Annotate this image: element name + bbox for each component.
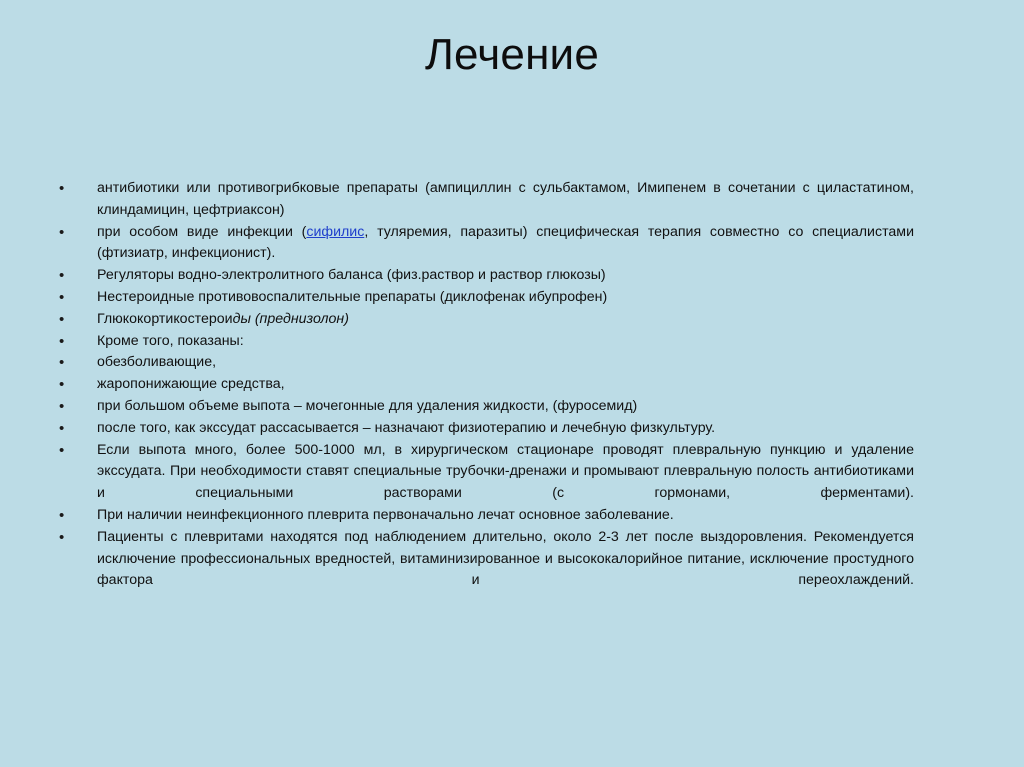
bullet-list	[52, 178, 914, 592]
list-item-text	[97, 222, 914, 266]
plain-text: , туляремия, паразиты) специфическая терапия совместно со специалистами (фтизиатр, инфекционист).	[97, 223, 914, 262]
list-item	[52, 265, 914, 287]
plain-text: Если выпота много, более 500-1000 мл, в хирургическом стационаре проводят плевральную пункцию и удаление экссудата. При необходимости ставят специальные трубочки-дренажи и промывают плевральную полость антибиотиками и специальными растворами (с гормонами, ферментами).	[97, 441, 914, 502]
list-item	[52, 331, 914, 353]
list-item-text	[97, 505, 914, 527]
plain-text: Нестероидные противовоспалительные препараты (диклофенак ибупрофен)	[97, 288, 608, 305]
list-item	[52, 396, 914, 418]
list-item	[52, 222, 914, 266]
bullet-icon: •	[59, 310, 65, 328]
plain-text: Кроме того, показаны:	[97, 332, 244, 349]
plain-text: после того, как экссудат рассасывается – назначают физиотерапию и лечебную физкультуру.	[97, 419, 716, 436]
bullet-icon: •	[59, 354, 65, 372]
hyperlink[interactable]: сифилис	[306, 223, 365, 240]
plain-text: Регуляторы водно-электролитного баланса (физ.раствор и раствор глюкозы)	[97, 267, 606, 284]
list-item-text	[97, 352, 914, 374]
list-item-text	[97, 178, 914, 222]
list-item	[52, 527, 914, 592]
page-title: Лечение	[424, 30, 600, 79]
list-item-text	[97, 331, 914, 353]
bullet-icon: •	[59, 223, 65, 241]
list-item-text	[97, 309, 914, 331]
list-item-text	[97, 527, 914, 592]
bullet-icon: •	[59, 376, 65, 394]
list-item	[52, 178, 914, 222]
list-item	[52, 418, 914, 440]
plain-text: антибиотики или противогрибковые препараты (ампициллин с сульбактамом, Имипенем в сочетании с циластатином, клиндамицин, цефтриаксон)	[97, 180, 914, 218]
list-item	[52, 309, 914, 331]
plain-text: жаропонижающие средства,	[97, 376, 285, 393]
bullet-icon: •	[59, 441, 65, 459]
list-item-text	[97, 265, 914, 287]
plain-text: при большом объеме выпота – мочегонные для удаления жидкости, (фуросемид)	[97, 397, 638, 414]
plain-text: обезболивающие,	[97, 354, 217, 371]
bullet-icon: •	[59, 332, 65, 350]
list-item	[52, 374, 914, 396]
list-item-text	[97, 396, 914, 418]
plain-text: Пациенты с плевритами находятся под наблюдением длительно, около 2-3 лет после выздоровления. Рекомендуется исключение профессиональных вредностей, витаминизированное и высококалорийное питание, исключение простудного фактора и переохлаждений.	[97, 528, 914, 589]
bullet-icon: •	[59, 267, 65, 285]
list-item	[52, 440, 914, 505]
list-item	[52, 505, 914, 527]
bullet-icon: •	[59, 180, 65, 197]
bullet-icon: •	[59, 506, 65, 524]
bullet-icon: •	[59, 528, 65, 546]
bullet-icon: •	[59, 419, 65, 437]
list-item	[52, 287, 914, 309]
list-item-text	[97, 287, 914, 309]
bullet-icon: •	[59, 397, 65, 415]
list-item-text	[97, 440, 914, 505]
plain-text: при особом виде инфекции (	[97, 223, 307, 240]
plain-text: Глюкокортикостерои	[97, 310, 233, 327]
bullet-icon: •	[59, 288, 65, 306]
list-item-text	[97, 418, 914, 440]
emphasis-text: ды (преднизолон)	[232, 310, 349, 327]
list-item-text	[97, 374, 914, 396]
list-item	[52, 352, 914, 374]
plain-text: При наличии неинфекционного плеврита первоначально лечат основное заболевание.	[97, 506, 674, 523]
